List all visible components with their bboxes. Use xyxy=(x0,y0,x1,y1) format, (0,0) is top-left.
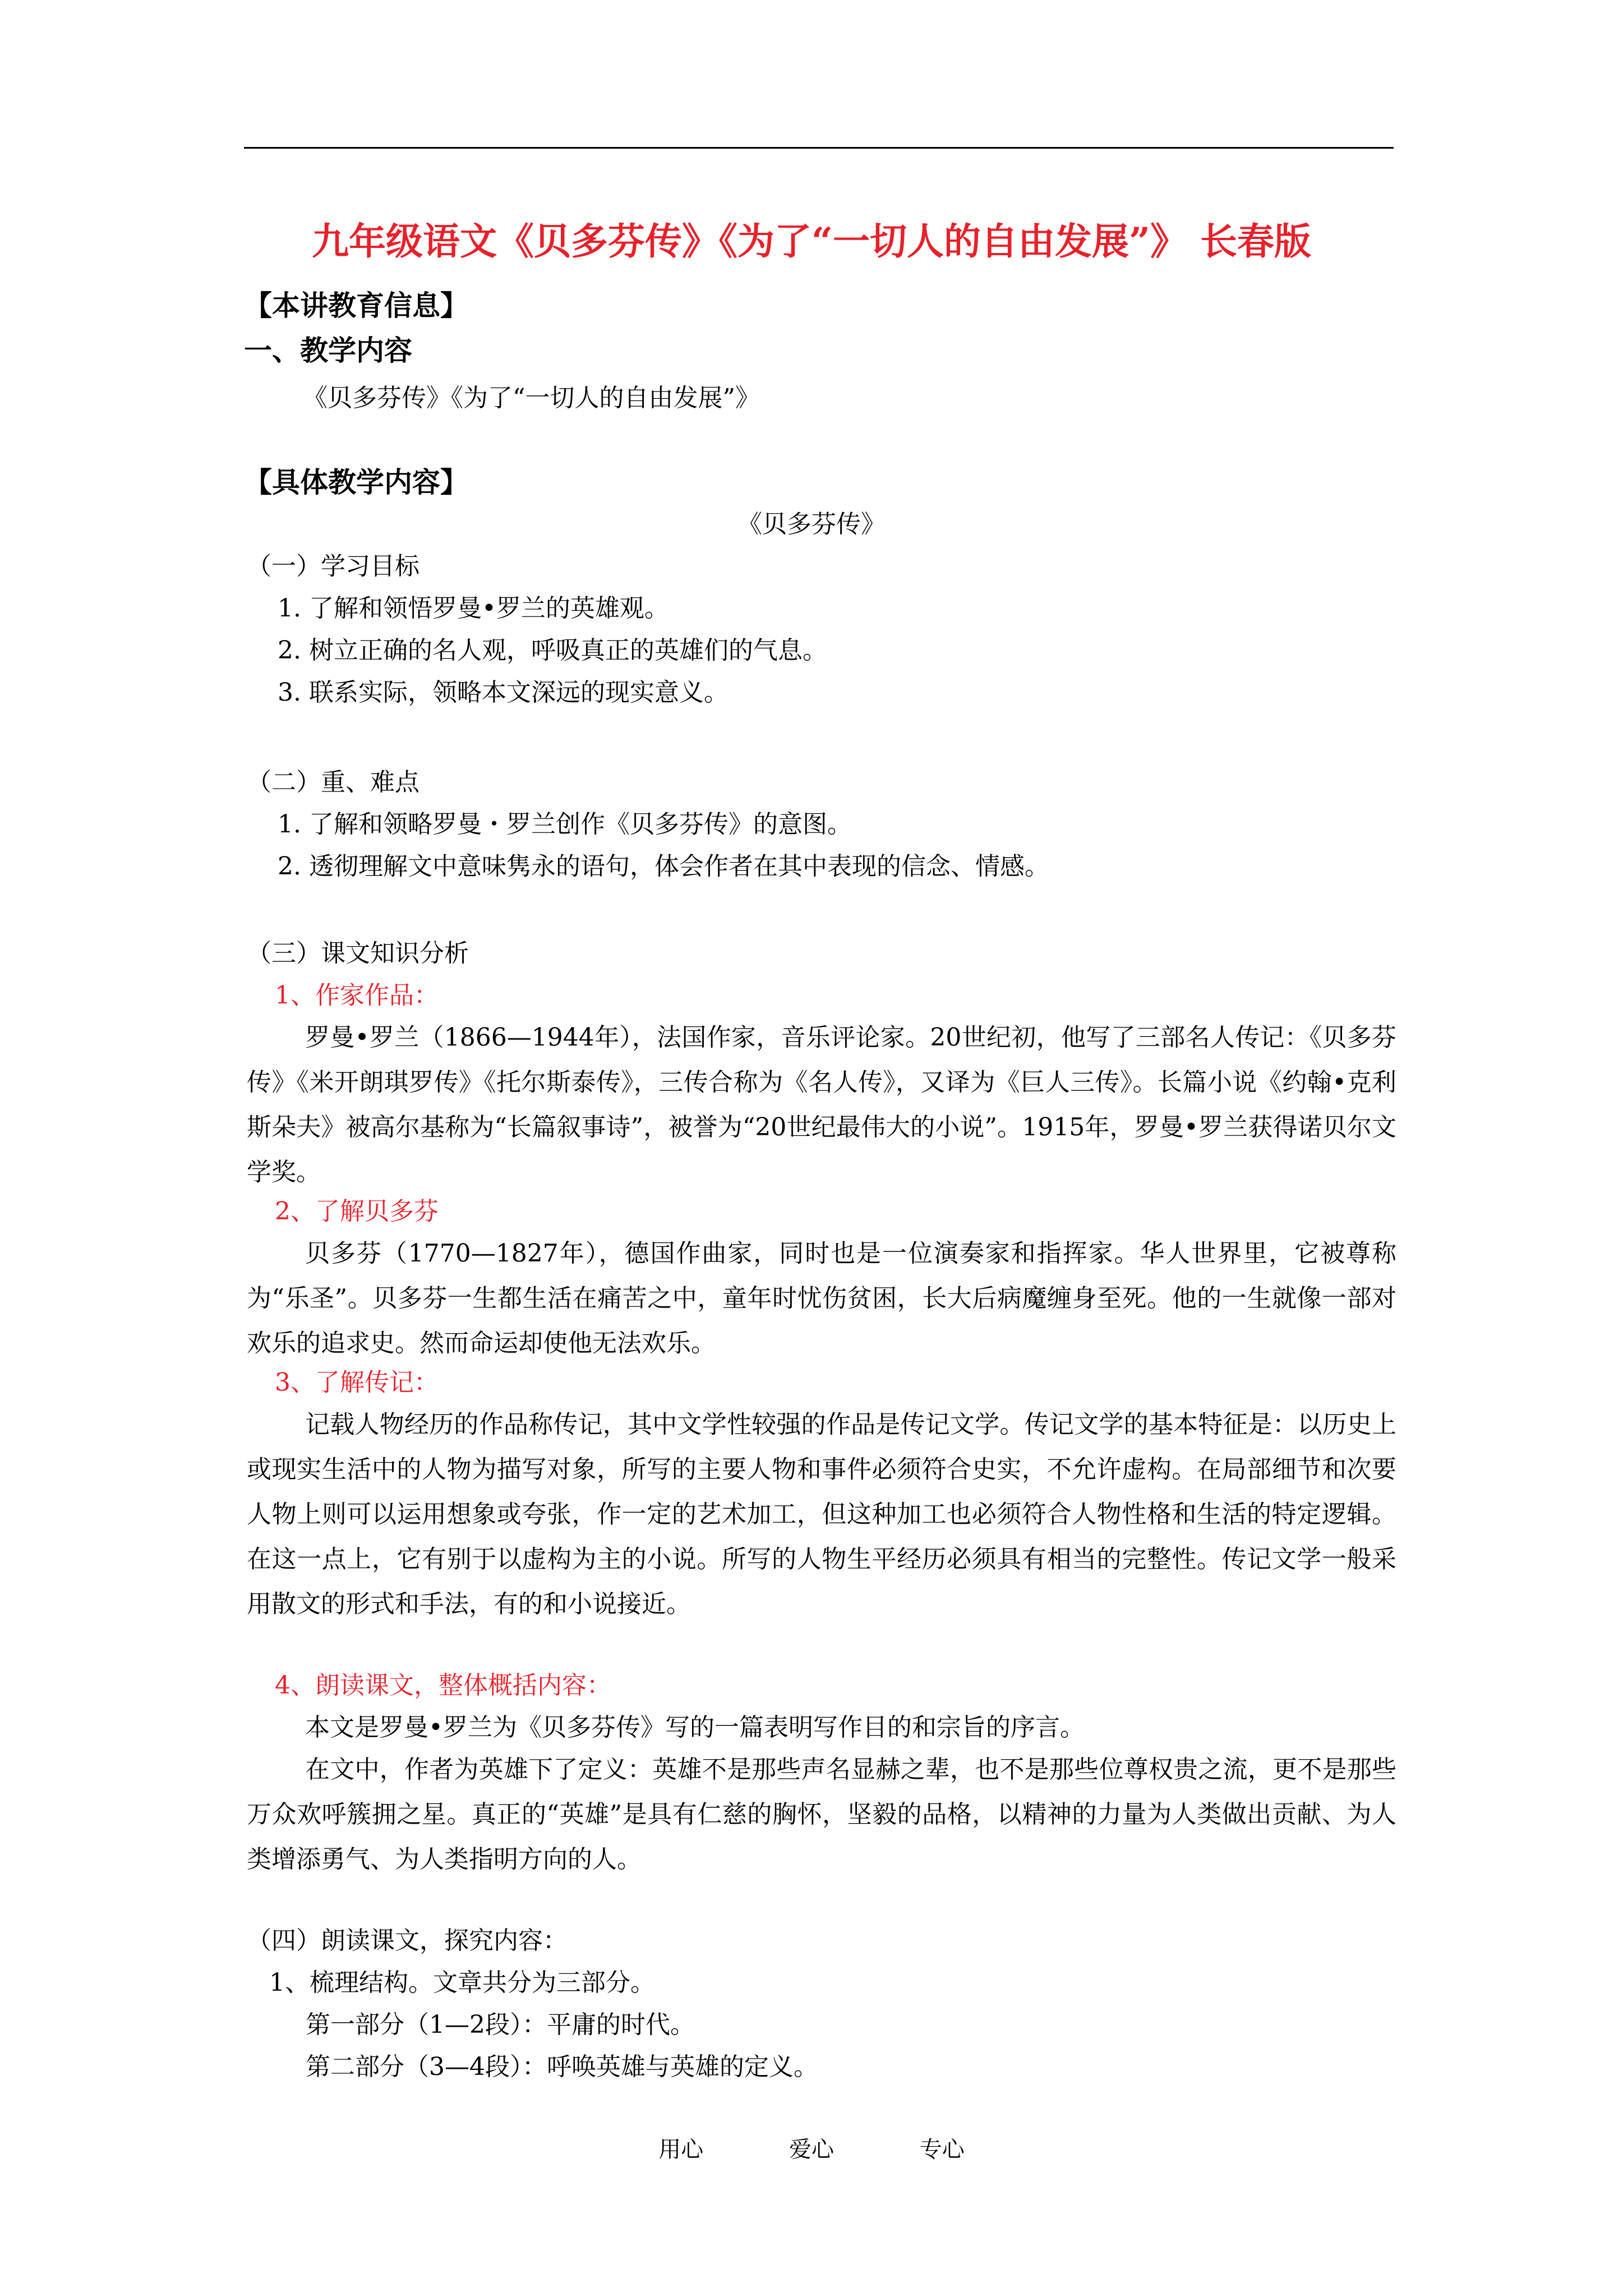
subsection-reading-heading: 4、朗读课文，整体概括内容： xyxy=(275,1671,611,1700)
explore-heading: （四）朗读课文，探究内容： xyxy=(247,1926,568,1955)
beethoven-paragraph: 贝多芬（1770—1827年），德国作曲家，同时也是一位演奏家和指挥家。华人世界里，它被尊称为“乐圣”。贝多芬一生都生活在痛苦之中，童年时忧伤贫困，长大后病魔缠身至死。他的一生就像一部对欢乐的追求史。然而命运却使他无法欢乐。 xyxy=(247,1239,1396,1358)
key-point-2: 2. 透彻理解文中意味隽永的语句，体会作者在其中表现的信念、情感。 xyxy=(278,852,1049,881)
subsection-author-heading: 1、作家作品： xyxy=(275,981,439,1010)
page-title: 九年级语文《贝多芬传》《为了“一切人的自由发展”》 长春版 xyxy=(312,219,1311,263)
subsection-beethoven-heading: 2、了解贝多芬 xyxy=(275,1197,439,1226)
section-info-heading: 【本讲教育信息】 xyxy=(244,289,468,322)
teach-content-heading: 一、教学内容 xyxy=(244,334,412,367)
biography-paragraph: 记载人物经历的作品称传记，其中文学性较强的作品是传记文学。传记文学的基本特征是：以历史上或现实生活中的人物为描写对象，所写的主要人物和事件必须符合史实，不允许虚构。在局部细节和次要人物上则可以运用想象或夸张，作一定的艺术加工，但这种加工也必须符合人物性格和生活的特定逻辑。在这一点上，它有别于以虚构为主的小说。所写的人物生平经历必须具有相当的完整性。传记文学一般采用散文的形式和手法，有的和小说接近。 xyxy=(247,1410,1396,1618)
lesson-title: 《贝多芬传》 xyxy=(737,510,886,539)
footer-word-2: 爱心 xyxy=(789,2137,834,2162)
explore-item-1: 1、梳理结构。文章共分为三部分。 xyxy=(269,1968,655,1997)
specific-content-heading: 【具体教学内容】 xyxy=(244,466,468,499)
teach-content-text: 《贝多芬传》《为了“一切人的自由发展”》 xyxy=(303,384,760,412)
goal-item-1: 1. 了解和领悟罗曼•罗兰的英雄观。 xyxy=(278,594,669,623)
structure-part-2: 第二部分（3—4段）：呼唤英雄与英雄的定义。 xyxy=(306,2053,818,2081)
reading-paragraph-2: 在文中，作者为英雄下了定义：英雄不是那些声名显赫之辈，也不是那些位尊权贵之流，更不是那些万众欢呼簇拥之星。真正的“英雄”是具有仁慈的胸怀，坚毅的品格，以精神的力量为人类做出贡献、为人类增添勇气、为人类指明方向的人。 xyxy=(247,1755,1396,1874)
key-point-1: 1. 了解和领略罗曼・罗兰创作《贝多芬传》的意图。 xyxy=(278,810,852,839)
header-rule xyxy=(244,147,1394,149)
goal-item-3: 3. 联系实际，领略本文深远的现实意义。 xyxy=(278,678,728,707)
footer-word-3: 专心 xyxy=(919,2137,965,2162)
author-paragraph: 罗曼•罗兰（1866—1944年），法国作家，音乐评论家。20世纪初，他写了三部名人传记：《贝多芬传》《米开朗琪罗传》《托尔斯泰传》，三传合称为《名人传》，又译为《巨人三传》。长篇小说《约翰•克利斯朵夫》被高尔基称为“长篇叙事诗”，被誉为“20世纪最伟大的小说”。1915年，罗曼•罗兰获得诺贝尔文学奖。 xyxy=(247,1023,1396,1186)
goals-heading: （一）学习目标 xyxy=(247,552,419,581)
key-points-heading: （二）重、难点 xyxy=(247,768,419,797)
subsection-biography-heading: 3、了解传记： xyxy=(275,1368,439,1397)
analysis-heading: （三）课文知识分析 xyxy=(247,939,469,968)
structure-part-1: 第一部分（1—2段）：平庸的时代。 xyxy=(306,2010,695,2039)
reading-paragraph-1: 本文是罗曼•罗兰为《贝多芬传》写的一篇表明写作目的和宗旨的序言。 xyxy=(305,1713,1085,1742)
page-footer xyxy=(0,2132,1623,2164)
goal-item-2: 2. 树立正确的名人观，呼吸真正的英雄们的气息。 xyxy=(278,636,827,665)
footer-word-1: 用心 xyxy=(658,2137,704,2162)
